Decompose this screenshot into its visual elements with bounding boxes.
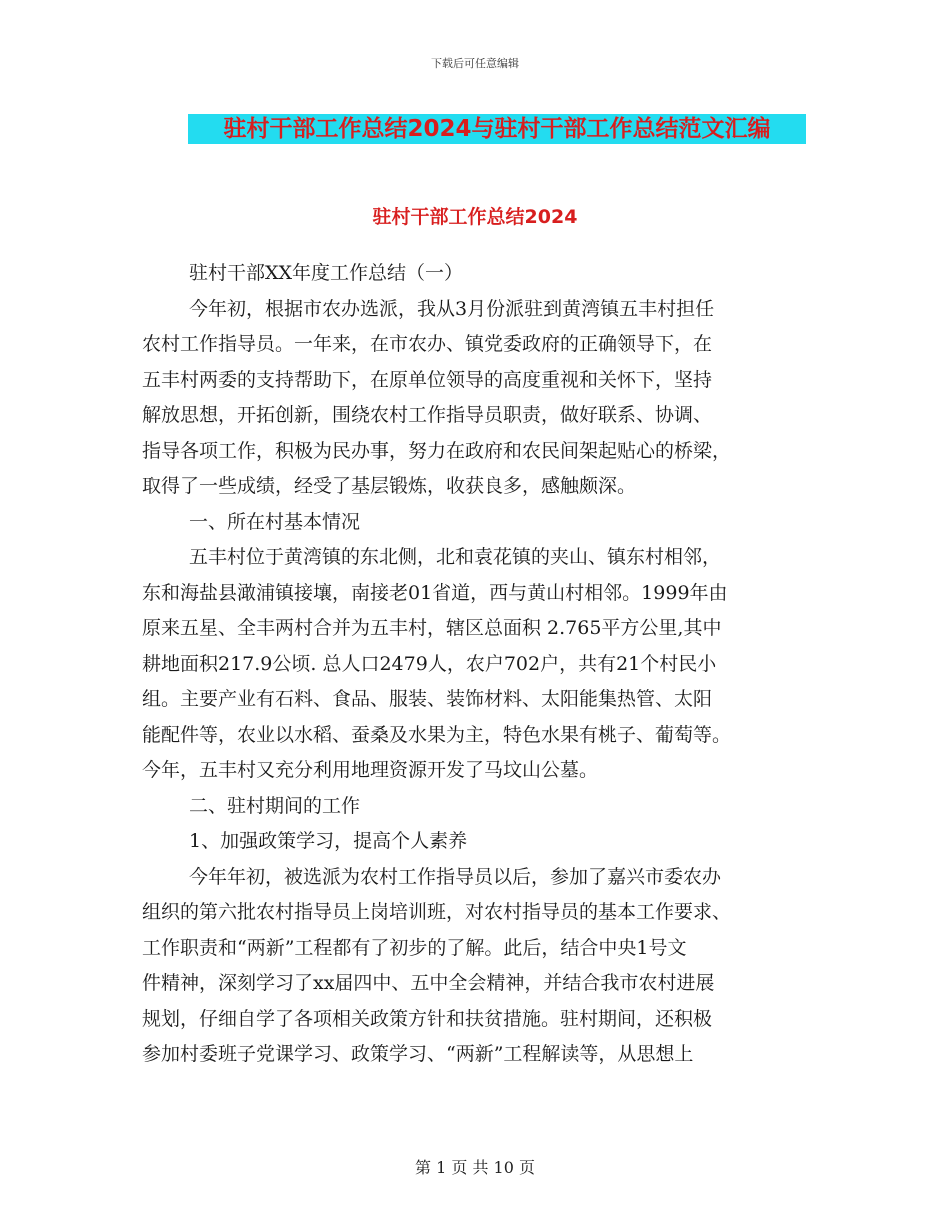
body-line: 今年初，根据市农办选派，我从3月份派驻到黄湾镇五丰村担任 [189,297,715,320]
body-line: 组织的第六批农村指导员上岗培训班，对农村指导员的基本工作要求、 [142,901,732,923]
body-line: 工作职责和“两新”工程都有了初步的了解。此后，结合中央1号文 [142,936,687,959]
body-line: 规划，仔细自学了各项相关政策方针和扶贫措施。驻村期间，还积极 [142,1007,713,1030]
body-line: 组。主要产业有石料、食品、服装、装饰材料、太阳能集热管、太阳 [142,688,713,710]
header-note: 下载后可任意编辑 [431,57,519,70]
document-main-title: 驻村干部工作总结2024与驻村干部工作总结范文汇编 [188,114,806,144]
body-line: 解放思想，开拓创新，围绕农村工作指导员职责，做好联系、协调、 [142,404,713,426]
body-line: 1、加强政策学习，提高个人素养 [189,830,468,852]
section-title: 驻村干部工作总结2024 [372,206,578,228]
body-line: 驻村干部XX年度工作总结（一） [189,262,464,284]
body-line: 今年，五丰村又充分利用地理资源开发了马坟山公墓。 [142,759,599,781]
body-line: 东和海盐县澉浦镇接壤，南接老01省道，西与黄山村相邻。1999年由 [142,581,728,604]
body-line: 一、所在村基本情况 [189,510,361,533]
body-line: 耕地面积217.9公顷. 总人口2479人，农户702户，共有21个村民小 [142,652,717,675]
body-line: 件精神，深刻学习了xx届四中、五中全会精神，并结合我市农村进展 [142,972,715,994]
body-line: 二、驻村期间的工作 [189,794,361,817]
page-number-footer: 第 1 页 共 10 页 [415,1158,535,1177]
body-line: 能配件等，农业以水稻、蚕桑及水果为主，特色水果有桃子、葡萄等。 [142,723,732,746]
body-line: 原来五星、全丰两村合并为五丰村，辖区总面积 2.765平方公里,其中 [142,617,722,639]
body-line: 五丰村位于黄湾镇的东北侧，北和袁花镇的夹山、镇东村相邻， [189,546,722,568]
body-line: 农村工作指导员。一年来，在市农办、镇党委政府的正确领导下，在 [142,333,713,355]
body-line: 今年年初，被选派为农村工作指导员以后，参加了嘉兴市委农办 [189,865,722,888]
body-line: 取得了一些成绩，经受了基层锻炼，收获良多，感触颇深。 [142,475,637,497]
document-body [142,224,804,1073]
body-line: 参加村委班子党课学习、政策学习、“两新”工程解读等，从思想上 [142,1043,694,1065]
body-line: 指导各项工作，积极为民办事，努力在政府和农民间架起贴心的桥梁， [142,439,732,462]
body-line: 五丰村两委的支持帮助下，在原单位领导的高度重视和关怀下，坚持 [142,368,713,391]
